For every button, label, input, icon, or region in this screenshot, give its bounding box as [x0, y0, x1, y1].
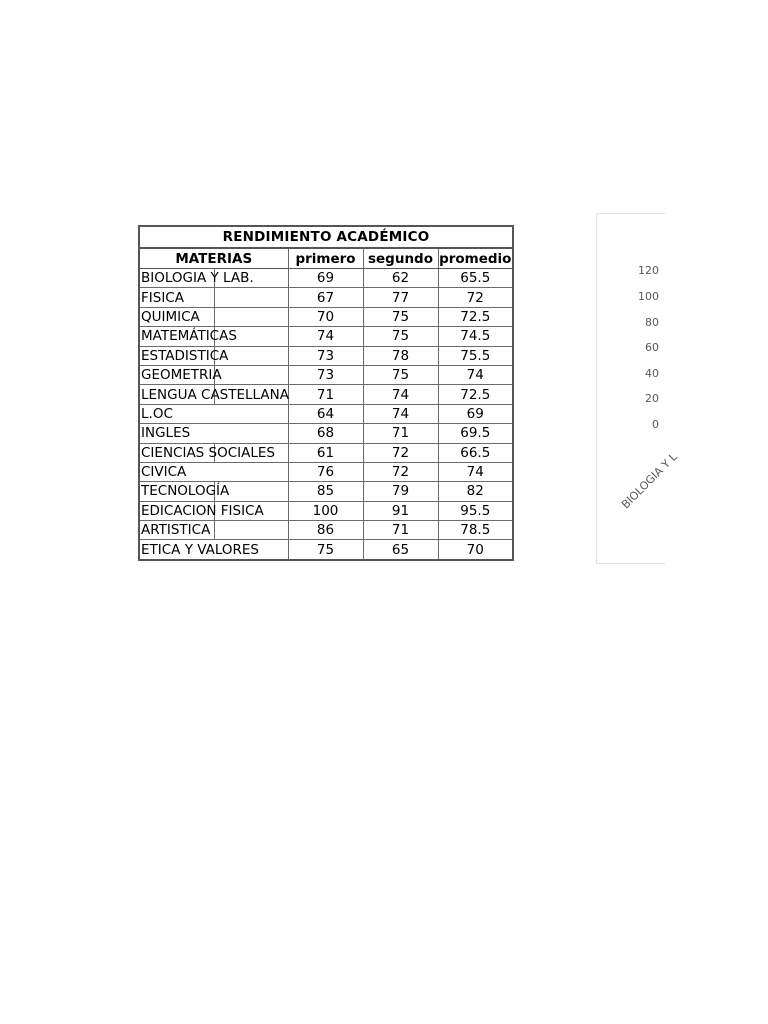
table-row — [139, 385, 513, 404]
cell-segundo: 71 — [363, 424, 438, 443]
y-tick-label: 40 — [645, 367, 659, 380]
table-body — [139, 269, 513, 560]
cell-segundo: 78 — [363, 346, 438, 365]
cell-primero: 61 — [288, 443, 363, 462]
header-promedio: promedio — [438, 248, 513, 269]
cell-primero: 67 — [288, 288, 363, 307]
cell-primero: 64 — [288, 404, 363, 423]
cell-segundo: 74 — [363, 385, 438, 404]
cell-primero: 69 — [288, 269, 363, 288]
table-header-row — [139, 248, 513, 269]
header-segundo: segundo — [363, 248, 438, 269]
cell-materia: CIENCIAS SOCIALES — [139, 443, 288, 462]
grades-table — [138, 225, 514, 561]
y-tick-label: 100 — [638, 290, 659, 303]
cell-primero: 75 — [288, 540, 363, 560]
cell-materia: QUIMICA — [139, 307, 288, 326]
cell-segundo: 75 — [363, 307, 438, 326]
cell-primero: 76 — [288, 462, 363, 481]
cell-segundo: 79 — [363, 482, 438, 501]
y-tick-label: 20 — [645, 392, 659, 405]
cell-materia: INGLES — [139, 424, 288, 443]
cell-promedio: 74 — [438, 462, 513, 481]
y-tick-label: 60 — [645, 341, 659, 354]
cell-segundo: 71 — [363, 521, 438, 540]
table-row — [139, 307, 513, 326]
cell-promedio: 75.5 — [438, 346, 513, 365]
cell-primero: 71 — [288, 385, 363, 404]
cell-promedio: 82 — [438, 482, 513, 501]
cell-materia: ESTADISTICA — [139, 346, 288, 365]
table-row — [139, 501, 513, 520]
cell-materia: BIOLOGIA Y LAB. — [139, 269, 288, 288]
cell-segundo: 65 — [363, 540, 438, 560]
cell-primero: 70 — [288, 307, 363, 326]
y-tick-label: 0 — [652, 418, 659, 431]
header-materias: MATERIAS — [139, 248, 288, 269]
y-tick-label: 120 — [638, 264, 659, 277]
cell-promedio: 69 — [438, 404, 513, 423]
cell-segundo: 75 — [363, 327, 438, 346]
x-category-label: BIOLOGIA Y L — [619, 450, 680, 512]
cell-materia: CIVICA — [139, 462, 288, 481]
table-title-row — [139, 226, 513, 248]
cell-segundo: 77 — [363, 288, 438, 307]
table-title: RENDIMIENTO ACADÉMICO — [139, 226, 513, 248]
cell-materia: GEOMETRIA — [139, 365, 288, 384]
cell-primero: 86 — [288, 521, 363, 540]
cell-segundo: 72 — [363, 462, 438, 481]
table-row — [139, 540, 513, 560]
table-row — [139, 462, 513, 481]
table-row — [139, 288, 513, 307]
table-row — [139, 424, 513, 443]
cell-materia: ARTISTICA — [139, 521, 288, 540]
chart-fragment — [596, 213, 680, 564]
cell-segundo: 72 — [363, 443, 438, 462]
cell-materia: FISICA — [139, 288, 288, 307]
cell-promedio: 95.5 — [438, 501, 513, 520]
cell-primero: 73 — [288, 346, 363, 365]
table-row — [139, 482, 513, 501]
cell-materia: EDICACION FISICA — [139, 501, 288, 520]
cell-promedio: 66.5 — [438, 443, 513, 462]
cell-promedio: 74 — [438, 365, 513, 384]
cell-promedio: 69.5 — [438, 424, 513, 443]
cell-materia: L.OC — [139, 404, 288, 423]
table-row — [139, 443, 513, 462]
table-row — [139, 365, 513, 384]
cell-promedio: 74.5 — [438, 327, 513, 346]
cell-primero: 73 — [288, 365, 363, 384]
header-primero: primero — [288, 248, 363, 269]
table-row — [139, 327, 513, 346]
table-row — [139, 521, 513, 540]
cell-segundo: 62 — [363, 269, 438, 288]
cell-materia: MATEMÁTICAS — [139, 327, 288, 346]
cell-promedio: 70 — [438, 540, 513, 560]
cell-materia: LENGUA CASTELLANA — [141, 386, 289, 403]
cell-promedio: 72.5 — [438, 307, 513, 326]
table-row — [139, 404, 513, 423]
cell-primero: 100 — [288, 501, 363, 520]
cell-materia: TECNOLOGÍA — [139, 482, 288, 501]
table-row — [139, 346, 513, 365]
cell-segundo: 91 — [363, 501, 438, 520]
cell-primero: 68 — [288, 424, 363, 443]
cell-promedio: 65.5 — [438, 269, 513, 288]
cell-promedio: 72.5 — [438, 385, 513, 404]
cell-promedio: 72 — [438, 288, 513, 307]
table-row — [139, 269, 513, 288]
cell-segundo: 74 — [363, 404, 438, 423]
cell-promedio: 78.5 — [438, 521, 513, 540]
y-tick-label: 80 — [645, 316, 659, 329]
cell-primero: 85 — [288, 482, 363, 501]
cell-materia: ETICA Y VALORES — [139, 540, 288, 560]
cell-segundo: 75 — [363, 365, 438, 384]
cell-primero: 74 — [288, 327, 363, 346]
